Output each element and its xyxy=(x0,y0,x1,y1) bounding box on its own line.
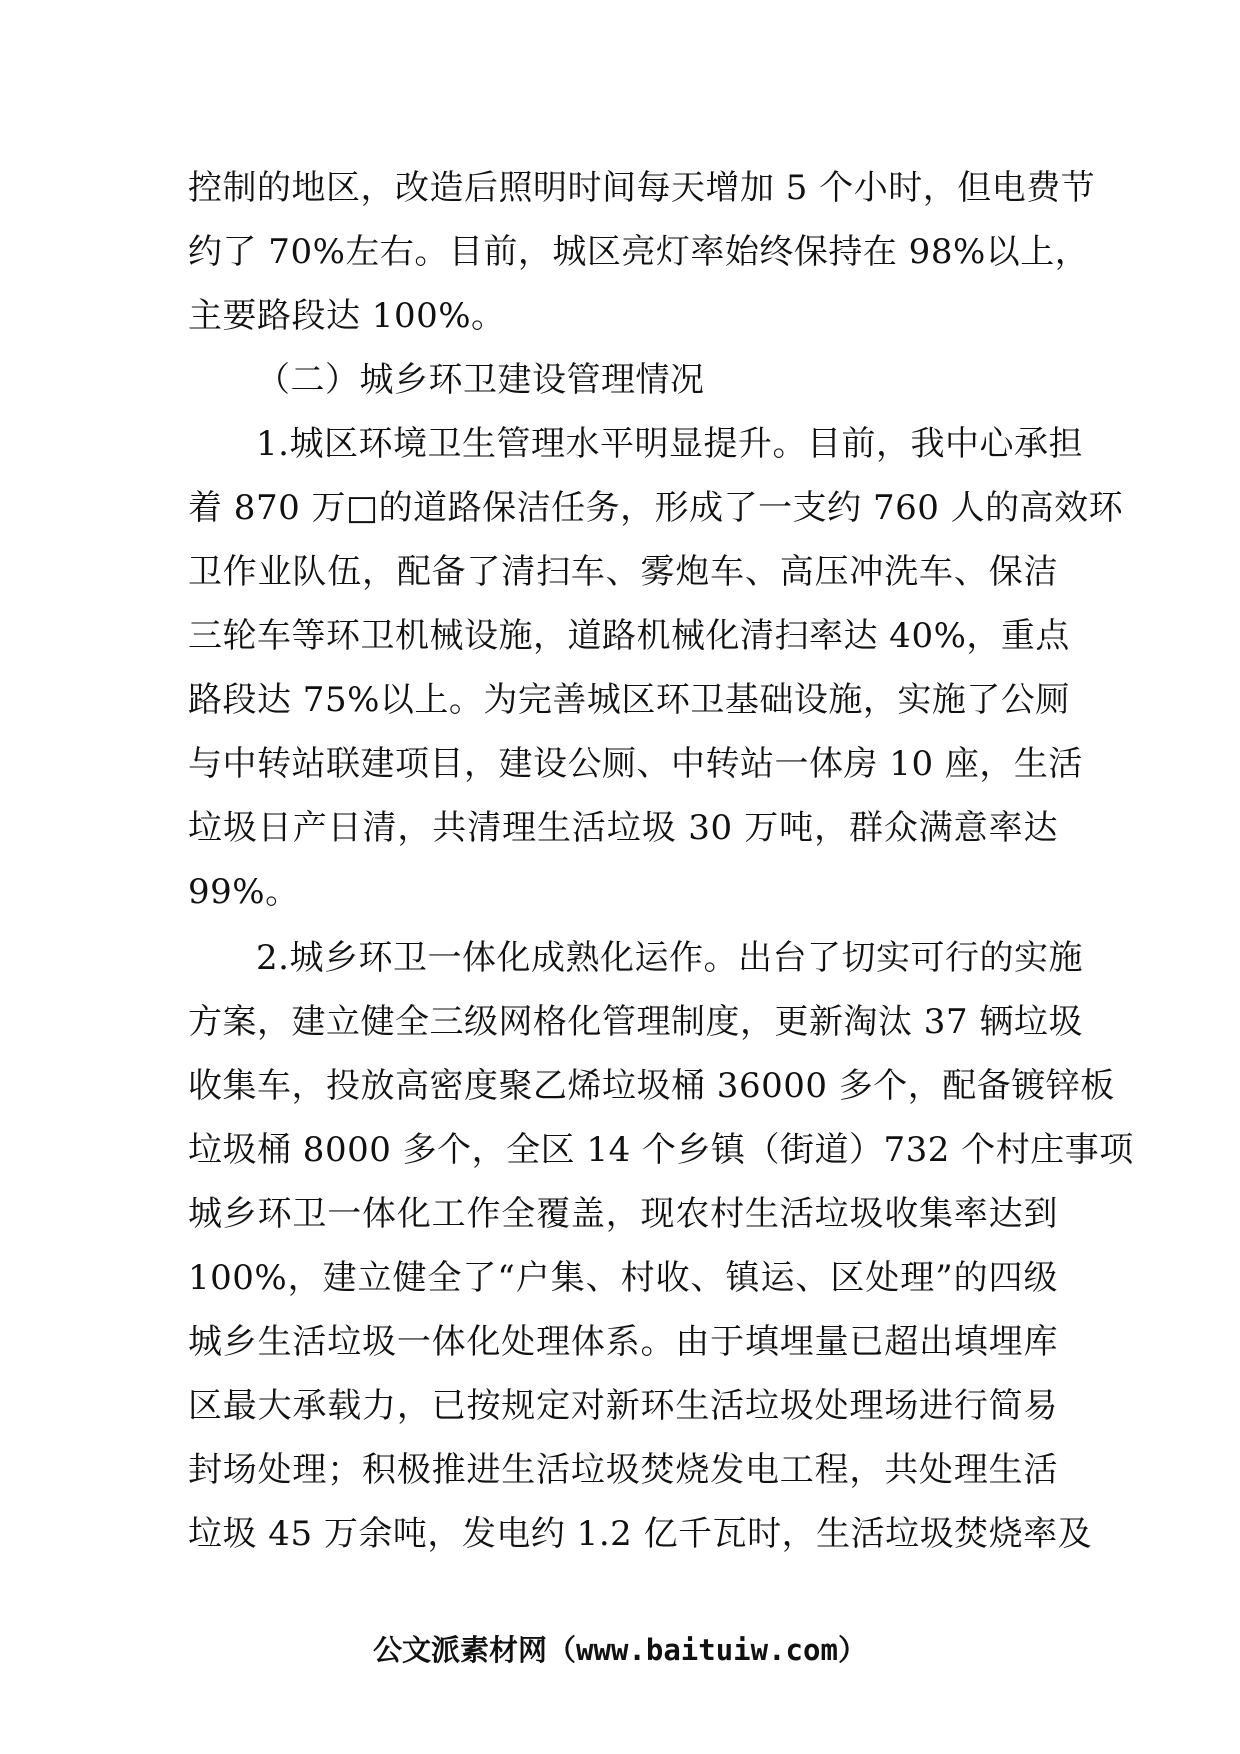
text-line: 着 870 万□的道路保洁任务，形成了一支约 760 人的高效环 xyxy=(188,488,1124,528)
footer-watermark: 公文派素材网（www.baituiw.com） xyxy=(373,1633,867,1667)
paragraph-first-line: 2.城乡环卫一体化成熟化运作。出台了切实可行的实施 xyxy=(256,938,1083,978)
text-line: 100%，建立健全了“户集、村收、镇运、区处理”的四级 xyxy=(188,1258,1058,1298)
text-line: 控制的地区，改造后照明时间每天增加 5 个小时，但电费节 xyxy=(188,168,1096,208)
section-heading: （二）城乡环卫建设管理情况 xyxy=(256,360,705,400)
text-line: 垃圾桶 8000 多个，全区 14 个乡镇（街道）732 个村庄事项 xyxy=(188,1130,1134,1170)
text-line: 约了 70%左右。目前，城区亮灯率始终保持在 98%以上， xyxy=(188,232,1090,272)
text-line: 三轮车等环卫机械设施，道路机械化清扫率达 40%，重点 xyxy=(188,616,1070,656)
text-line: 卫作业队伍，配备了清扫车、雾炮车、高压冲洗车、保洁 xyxy=(188,552,1058,592)
text-line: 路段达 75%以上。为完善城区环卫基础设施，实施了公厕 xyxy=(188,680,1070,720)
text-line: 城乡环卫一体化工作全覆盖，现农村生活垃圾收集率达到 xyxy=(188,1194,1058,1234)
text-line: 主要路段达 100%。 xyxy=(188,296,506,336)
text-line: 封场处理；积极推进生活垃圾焚烧发电工程，共处理生活 xyxy=(188,1450,1058,1490)
text-line: 99%。 xyxy=(188,872,300,912)
text-line: 垃圾 45 万余吨，发电约 1.2 亿千瓦时，生活垃圾焚烧率及 xyxy=(188,1514,1093,1554)
paragraph-first-line: 1.城区环境卫生管理水平明显提升。目前，我中心承担 xyxy=(256,424,1083,464)
text-line: 与中转站联建项目，建设公厕、中转站一体房 10 座，生活 xyxy=(188,744,1083,784)
text-line: 垃圾日产日清，共清理生活垃圾 30 万吨，群众满意率达 xyxy=(188,808,1058,848)
text-line: 方案，建立健全三级网格化管理制度，更新淘汰 37 辆垃圾 xyxy=(188,1002,1083,1042)
text-line: 区最大承载力，已按规定对新环生活垃圾处理场进行简易 xyxy=(188,1386,1058,1426)
text-line: 城乡生活垃圾一体化处理体系。由于填埋量已超出填埋库 xyxy=(188,1322,1058,1362)
text-line: 收集车，投放高密度聚乙烯垃圾桶 36000 多个，配备镀锌板 xyxy=(188,1066,1115,1106)
